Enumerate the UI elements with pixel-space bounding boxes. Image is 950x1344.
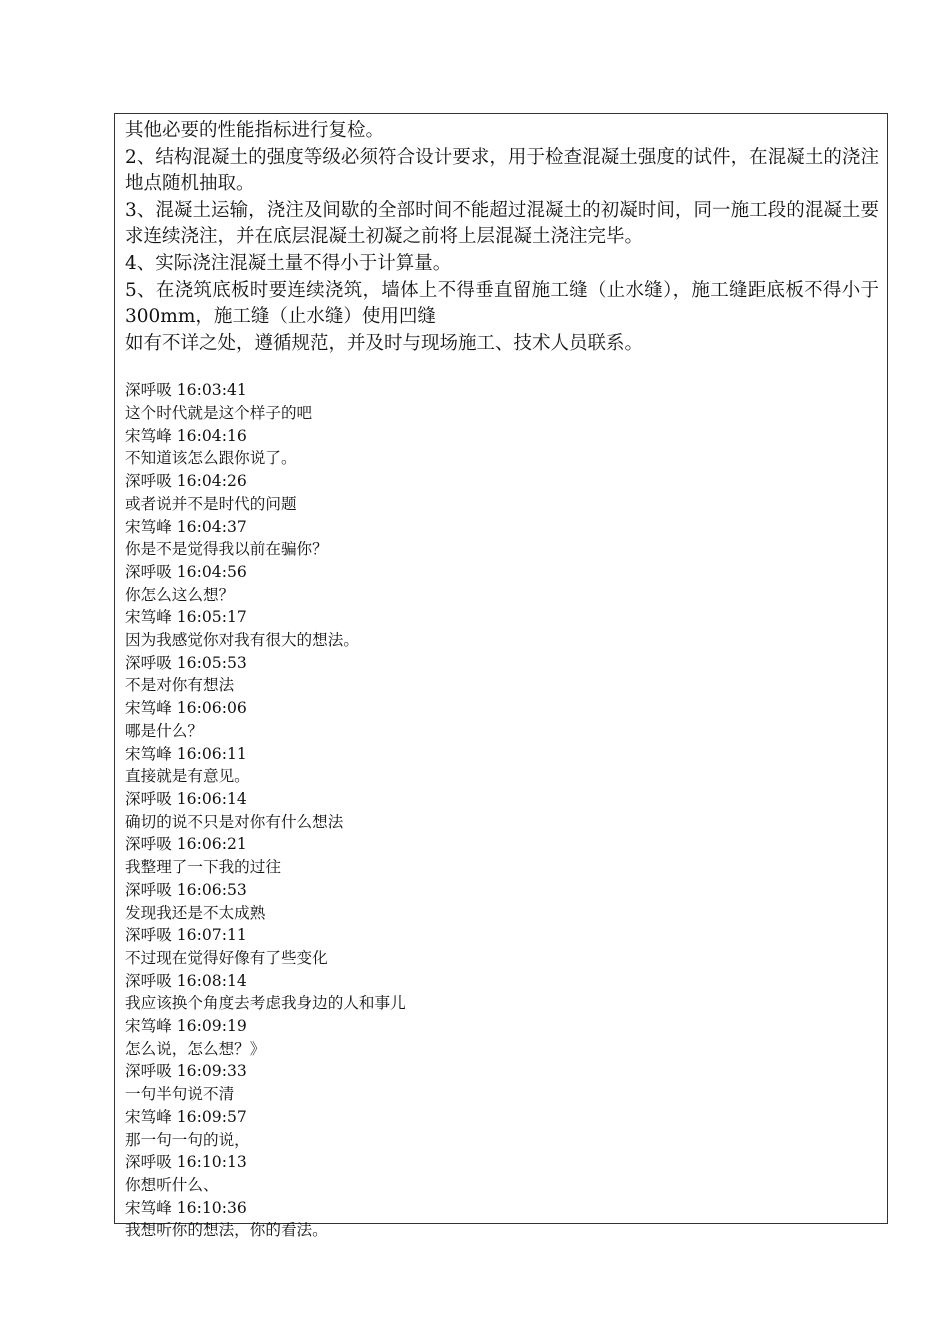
spec-line: 3、混凝土运输，浇注及间歇的全部时间不能超过混凝土的初凝时间，同一施工段的混凝土要求连续浇注，并在底层混凝土初凝之前将上层混凝土浇注完毕。 xyxy=(125,199,879,248)
chat-message-text: 因为我感觉你对我有很大的想法。 xyxy=(125,631,359,650)
chat-message-header xyxy=(125,697,879,720)
chat-sender: 宋笃峰 xyxy=(125,1107,172,1126)
chat-timestamp: 16:09:33 xyxy=(176,1062,247,1081)
chat-message-text: 不知道该怎么跟你说了。 xyxy=(125,449,297,468)
chat-message-header xyxy=(125,516,879,539)
chat-timestamp: 16:04:56 xyxy=(176,562,247,581)
chat-message-text: 你是不是觉得我以前在骗你？ xyxy=(125,540,328,559)
chat-message-entry xyxy=(125,425,879,470)
spec-line: 5、在浇筑底板时要连续浇筑，墙体上不得垂直留施工缝（止水缝），施工缝距底板不得小于300mm，施工缝（止水缝）使用凹缝 xyxy=(125,279,879,328)
chat-message-header xyxy=(125,1060,879,1083)
chat-timestamp: 16:06:21 xyxy=(176,835,247,854)
chat-message-text: 我应该换个角度去考虑我身边的人和事儿 xyxy=(125,994,406,1013)
chat-message-entry xyxy=(125,1151,879,1196)
chat-message-entry xyxy=(125,697,879,742)
chat-timestamp: 16:04:37 xyxy=(176,517,247,536)
chat-timestamp: 16:10:13 xyxy=(176,1153,247,1172)
chat-message-entry xyxy=(125,788,879,833)
spec-line: 2、结构混凝土的强度等级必须符合设计要求，用于检查混凝土强度的试件，在混凝土的浇注地点随机抽取。 xyxy=(125,146,879,195)
chat-message-text: 那一句一句的说， xyxy=(125,1130,250,1149)
construction-spec-notes xyxy=(125,118,879,357)
chat-message-header xyxy=(125,743,879,766)
chat-message-entry xyxy=(125,1060,879,1105)
chat-message-text: 一句半句说不清 xyxy=(125,1085,235,1104)
chat-message-entry xyxy=(125,833,879,878)
chat-sender: 深呼吸 xyxy=(125,1062,172,1081)
chat-message-text: 我想听你的想法，你的看法。 xyxy=(125,1221,328,1240)
chat-message-header xyxy=(125,879,879,902)
spec-line: 其他必要的性能指标进行复检。 xyxy=(125,120,385,141)
chat-sender: 深呼吸 xyxy=(125,381,172,400)
chat-sender: 深呼吸 xyxy=(125,472,172,491)
chat-message-entry xyxy=(125,379,879,424)
chat-timestamp: 16:06:11 xyxy=(176,744,247,763)
chat-message-text: 直接就是有意见。 xyxy=(125,767,250,786)
chat-sender: 宋笃峰 xyxy=(125,426,172,445)
chat-timestamp: 16:04:16 xyxy=(176,426,247,445)
chat-message-header xyxy=(125,1106,879,1129)
spec-line: 如有不详之处，遵循规范，并及时与现场施工、技术人员联系。 xyxy=(125,332,644,354)
chat-sender: 深呼吸 xyxy=(125,926,172,945)
chat-sender: 深呼吸 xyxy=(125,653,172,672)
chat-message-entry xyxy=(125,652,879,697)
chat-message-header xyxy=(125,788,879,811)
chat-message-header xyxy=(125,606,879,629)
document-frame xyxy=(114,113,888,1240)
chat-message-header xyxy=(125,379,879,402)
chat-sender: 深呼吸 xyxy=(125,880,172,899)
chat-message-entry xyxy=(125,561,879,606)
chat-timestamp: 16:07:11 xyxy=(176,926,247,945)
chat-timestamp: 16:04:26 xyxy=(176,472,247,491)
chat-timestamp: 16:06:53 xyxy=(176,880,247,899)
chat-timestamp: 16:06:06 xyxy=(176,699,247,718)
chat-timestamp: 16:09:19 xyxy=(176,1017,247,1036)
chat-message-header xyxy=(125,425,879,448)
chat-sender: 深呼吸 xyxy=(125,835,172,854)
spec-line: 4、实际浇注混凝土量不得小于计算量。 xyxy=(125,252,452,274)
chat-sender: 宋笃峰 xyxy=(125,1017,172,1036)
chat-message-header xyxy=(125,833,879,856)
chat-message-entry xyxy=(125,1015,879,1060)
chat-message-header xyxy=(125,652,879,675)
chat-message-entry xyxy=(125,879,879,924)
chat-sender: 宋笃峰 xyxy=(125,1198,172,1217)
chat-timestamp: 16:05:53 xyxy=(176,653,247,672)
chat-message-text: 你怎么这么想？ xyxy=(125,585,235,604)
chat-message-entry xyxy=(125,970,879,1015)
chat-message-header xyxy=(125,1197,879,1220)
chat-message-text: 我整理了一下我的过往 xyxy=(125,858,281,877)
chat-message-entry xyxy=(125,1106,879,1151)
chat-message-text: 怎么说，怎么想？》 xyxy=(125,1039,266,1058)
chat-message-header xyxy=(125,1151,879,1174)
chat-sender: 深呼吸 xyxy=(125,562,172,581)
chat-sender: 深呼吸 xyxy=(125,1153,172,1172)
chat-message-header xyxy=(125,924,879,947)
chat-message-text: 哪是什么？ xyxy=(125,721,203,740)
chat-message-text: 这个时代就是这个样子的吧 xyxy=(125,404,313,423)
chat-message-header xyxy=(125,470,879,493)
chat-timestamp: 16:09:57 xyxy=(176,1107,247,1126)
chat-message-entry xyxy=(125,924,879,969)
chat-timestamp: 16:05:17 xyxy=(176,608,247,627)
chat-timestamp: 16:03:41 xyxy=(176,381,247,400)
chat-log xyxy=(125,379,879,1242)
chat-message-text: 发现我还是不太成熟 xyxy=(125,903,266,922)
chat-message-header xyxy=(125,970,879,993)
chat-timestamp: 16:06:14 xyxy=(176,790,247,808)
chat-sender: 深呼吸 xyxy=(125,790,172,808)
chat-message-text: 确切的说不只是对你有什么想法 xyxy=(125,812,344,831)
chat-message-entry xyxy=(125,606,879,651)
chat-message-header xyxy=(125,561,879,584)
chat-message-text: 不过现在觉得好像有了些变化 xyxy=(125,948,328,967)
chat-message-entry xyxy=(125,743,879,788)
chat-sender: 宋笃峰 xyxy=(125,744,172,763)
chat-message-text: 你想听什么、 xyxy=(125,1175,219,1194)
chat-sender: 宋笃峰 xyxy=(125,699,172,718)
chat-sender: 宋笃峰 xyxy=(125,517,172,536)
chat-sender: 深呼吸 xyxy=(125,971,172,990)
chat-message-entry xyxy=(125,516,879,561)
chat-sender: 宋笃峰 xyxy=(125,608,172,627)
chat-timestamp: 16:10:36 xyxy=(176,1198,247,1217)
chat-message-header xyxy=(125,1015,879,1038)
chat-message-entry xyxy=(125,1197,879,1242)
chat-message-text: 不是对你有想法 xyxy=(125,676,235,695)
chat-timestamp: 16:08:14 xyxy=(176,971,247,990)
chat-message-text: 或者说并不是时代的问题 xyxy=(125,494,297,513)
chat-message-entry xyxy=(125,470,879,515)
